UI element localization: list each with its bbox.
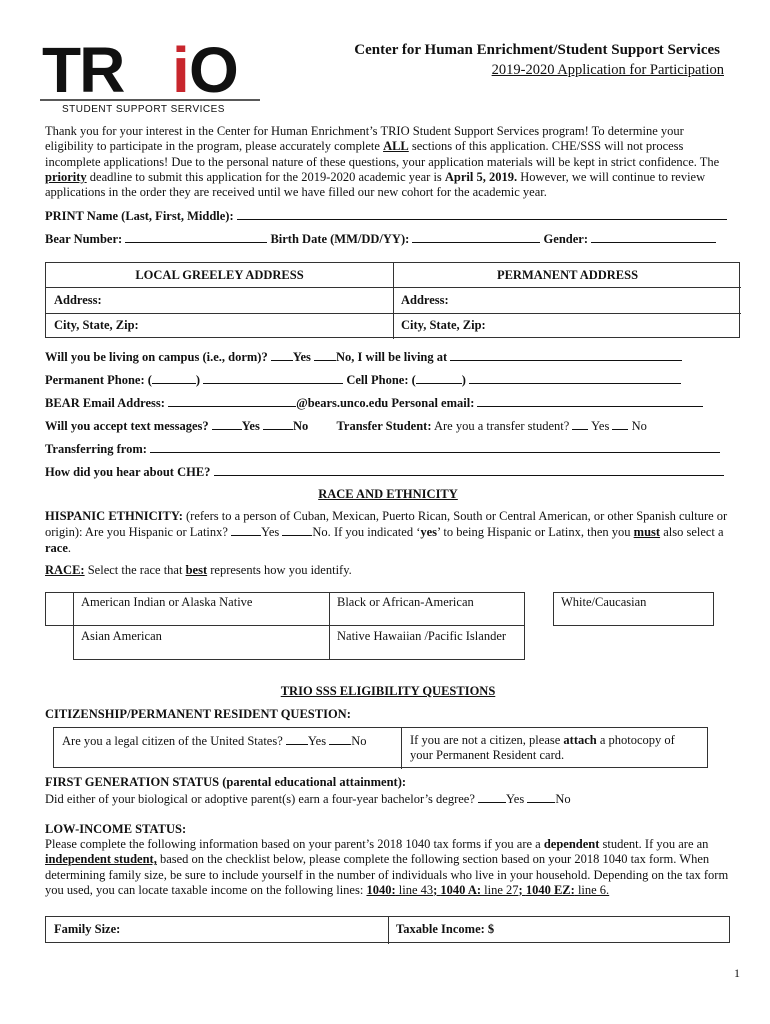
campus-yes-field[interactable]: [271, 349, 293, 361]
citizen-question: Are you a legal citizen of the United States? Yes No: [62, 734, 367, 748]
logo-wordmark-o: O: [189, 38, 239, 106]
local-city-field[interactable]: City, State, Zip:: [54, 318, 139, 332]
transfer-no-field[interactable]: [612, 418, 628, 430]
hispanic-no-field[interactable]: [282, 524, 312, 536]
personal-email-field[interactable]: [477, 395, 703, 407]
bear-number-label: Bear Number:: [45, 232, 123, 246]
hispanic-paragraph: HISPANIC ETHNICITY: (refers to a person of Cuban, Mexican, Puerto Rican, South or Central American, or other Spanish culture or origin): Are you Hispanic or Latinx? Yes No. If you indicated ‘yes’ to being Hispanic or Latinx, then you must also select a race.: [45, 509, 728, 555]
print-name-label: PRINT Name (Last, First, Middle):: [45, 209, 234, 223]
low-income-heading: LOW-INCOME STATUS:: [45, 822, 187, 836]
text-transfer-row: Will you accept text messages? Yes No Transfer Student: Are you a transfer student? Yes No: [45, 419, 647, 433]
bear-number-row: [45, 231, 716, 247]
low-income-paragraph: Please complete the following information based on your parent’s 2018 1040 tax forms if you are a dependent student. If you are an independent student, based on the checklist below, please complete the following section based on your 2018 1040 tax form. When determining family size, be sure to include yourself in the number of individuals who live in your household. Depending on the tax form you used, you can locate taxable income on the following lines: 1040: line 43; 1040 A: line 27; 1040 EZ: line 6.: [45, 837, 729, 897]
family-size-field[interactable]: Family Size:: [54, 922, 121, 936]
race-option-black[interactable]: Black or African-American: [337, 595, 474, 609]
campus-no-field[interactable]: [314, 349, 336, 361]
race-option-american-indian[interactable]: American Indian or Alaska Native: [81, 595, 253, 609]
cell-phone-field[interactable]: [469, 372, 681, 384]
logo-wordmark-tr: TR: [42, 38, 124, 106]
permanent-address-field[interactable]: Address:: [401, 293, 449, 307]
taxable-income-field[interactable]: Taxable Income: $: [396, 922, 495, 936]
phone-row: Permanent Phone: ( ) Cell Phone: ( ): [45, 372, 681, 388]
form-subtitle: 2019-2020 Application for Participation: [491, 62, 724, 78]
citizenship-heading: CITIZENSHIP/PERMANENT RESIDENT QUESTION:: [45, 707, 351, 721]
local-address-header: LOCAL GREELEY ADDRESS: [135, 268, 304, 282]
address-table: [45, 262, 740, 338]
citizen-no-field[interactable]: [329, 733, 351, 745]
birth-date-label: Birth Date (MM/DD/YY):: [270, 232, 410, 246]
race-heading: RACE AND ETHNICITY: [318, 487, 458, 501]
attach-instruction: If you are not a citizen, please attach a photocopy of your Permanent Resident card.: [410, 733, 675, 762]
race-option-white[interactable]: White/Caucasian: [561, 595, 647, 609]
page-number: 1: [734, 966, 740, 980]
eligibility-heading: TRIO SSS ELIGIBILITY QUESTIONS: [280, 684, 496, 698]
living-at-field[interactable]: [450, 349, 682, 361]
print-name-row: [45, 208, 727, 224]
trio-logo: [38, 38, 262, 116]
logo-tagline: STUDENT SUPPORT SERVICES: [62, 104, 225, 115]
hispanic-yes-field[interactable]: [231, 524, 261, 536]
text-yes-field[interactable]: [212, 418, 242, 430]
form-title: Center for Human Enrichment/Student Support Services: [354, 42, 720, 58]
birth-date-field[interactable]: [412, 231, 540, 243]
transferring-from-field[interactable]: [150, 441, 720, 453]
first-gen-question: Did either of your biological or adoptive parent(s) earn a four-year bachelor’s degree? Yes No: [45, 792, 571, 806]
first-gen-no-field[interactable]: [527, 791, 555, 803]
email-row: BEAR Email Address: @bears.unco.edu Personal email:: [45, 395, 703, 411]
citizen-yes-field[interactable]: [286, 733, 308, 745]
permanent-address-header: PERMANENT ADDRESS: [496, 268, 639, 282]
campus-row: Will you be living on campus (i.e., dorm)? Yes No, I will be living at: [45, 349, 682, 365]
permanent-city-field[interactable]: City, State, Zip:: [401, 318, 486, 332]
bear-email-field[interactable]: [168, 395, 296, 407]
perm-phone-field[interactable]: [203, 372, 343, 384]
intro-paragraph: Thank you for your interest in the Center for Human Enrichment’s TRIO Student Support Services program! To determine your eligibility to participate in the program, please accurately complete ALL sections of this application. CHE/SSS will not process incomplete applications! Due to the personal nature of these questions, your application materials will be kept in strict confidence. The priority deadline to submit this application for the 2019-2020 academic year is April 5, 2019. However, we will continue to review applications in the order they are received until we have filled our new cohort for the academic year.: [45, 124, 720, 200]
gender-field[interactable]: [591, 231, 716, 243]
race-instruction: RACE: Select the race that best represents how you identify.: [45, 563, 352, 577]
race-option-hawaiian[interactable]: Native Hawaiian /Pacific Islander: [337, 629, 507, 643]
perm-phone-area-field[interactable]: [152, 372, 196, 384]
gender-label: Gender:: [543, 232, 588, 246]
transferring-row: Transferring from:: [45, 441, 720, 457]
trio-logo-graphic: [38, 38, 262, 116]
hear-about-field[interactable]: [214, 464, 724, 476]
income-table: [45, 916, 730, 943]
transfer-yes-field[interactable]: [572, 418, 588, 430]
citizenship-box: [53, 727, 708, 768]
first-gen-heading: FIRST GENERATION STATUS (parental educational attainment):: [45, 775, 407, 789]
print-name-field[interactable]: [237, 208, 727, 220]
race-checkbox-american-indian[interactable]: [46, 593, 73, 625]
cell-phone-area-field[interactable]: [416, 372, 462, 384]
hear-row: How did you hear about CHE?: [45, 464, 724, 480]
race-option-asian[interactable]: Asian American: [81, 629, 162, 643]
text-no-field[interactable]: [263, 418, 293, 430]
local-address-field[interactable]: Address:: [54, 293, 102, 307]
first-gen-yes-field[interactable]: [478, 791, 506, 803]
bear-number-field[interactable]: [125, 231, 267, 243]
logo-wordmark-i: i: [172, 38, 190, 106]
